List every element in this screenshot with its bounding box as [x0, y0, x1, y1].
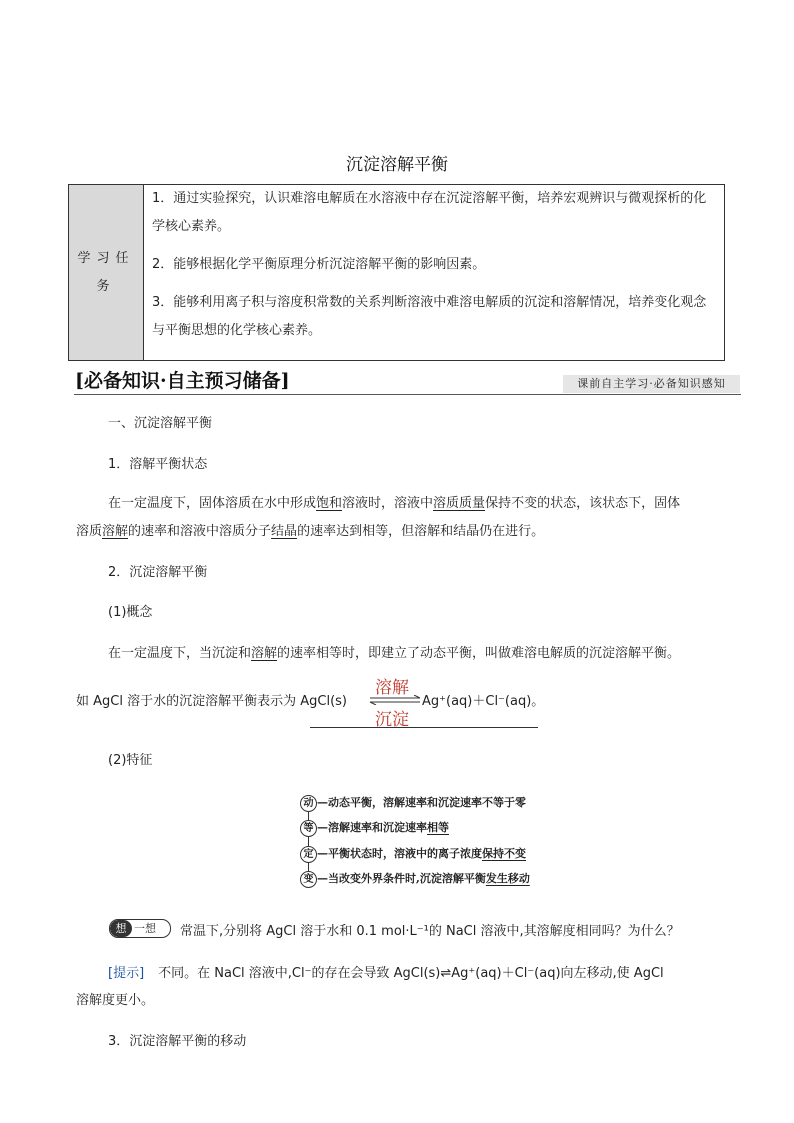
text: 的速率达到相等，但溶解和结晶仍在进行。 [297, 524, 545, 539]
think-badge [109, 919, 171, 938]
feature-text: —动态平衡，溶解速率和沉淀速率不等于零 [317, 796, 526, 809]
heading-dissolution-state: 1．溶解平衡状态 [108, 457, 208, 472]
section-tag: 课前自主学习·必备知识感知 [563, 375, 740, 393]
underlined-term: 结晶 [271, 524, 298, 539]
hint-text: 不同。在 NaCl 溶液中,Cl⁻的存在会导致 AgCl(s)⇌Ag⁺(aq)＋Cl⁻(aq)向左移动,使 AgCl [158, 966, 664, 981]
equation-suffix: Ag⁺(aq)＋Cl⁻(aq)。 [422, 694, 545, 709]
equation-prefix: 如 AgCl 溶于水的沉淀溶解平衡表示为 AgCl(s) [76, 694, 347, 709]
think-badge-main: 想 [110, 920, 132, 937]
task-label [69, 185, 144, 361]
feature-fixed [300, 844, 526, 864]
equation-bottom-label: 沉淀 [375, 710, 409, 730]
feature-text: —当改变外界条件时,沉淀溶解平衡 [317, 872, 486, 885]
text: 溶液时，溶液中 [342, 496, 434, 511]
feature-char: 定 [300, 846, 317, 863]
task-content [144, 185, 725, 361]
page-title: 沉淀溶解平衡 [346, 155, 448, 175]
heading-equilibrium-shift: 3．沉淀溶解平衡的移动 [108, 1034, 247, 1049]
section-divider [74, 394, 741, 395]
learning-task-table [68, 184, 725, 361]
feature-dynamic [300, 793, 526, 813]
heading-concept: (1)概念 [108, 605, 153, 620]
feature-equal [300, 818, 449, 838]
paragraph-1-line-2 [76, 520, 544, 539]
task-item-3: 3．能够利用离子积与溶度积常数的关系判断溶液中难溶电解质的沉淀和溶解情况，培养变化观念与平衡思想的化学核心素养。 [152, 295, 707, 338]
task-label-text: 学习任务 [77, 250, 135, 294]
section-banner: [必备知识·自主预习储备] [75, 370, 290, 392]
task-item-1: 1．通过实验探究，认识难溶电解质在水溶液中存在沉淀溶解平衡，培养宏观辨识与微观探析的化学核心素养。 [152, 191, 707, 234]
text: 保持不变的状态，该状态下，固体 [485, 496, 681, 511]
feature-underlined: 相等 [427, 821, 449, 834]
task-item-2: 2．能够根据化学平衡原理分析沉淀溶解平衡的影响因素。 [152, 257, 486, 272]
text: 在一定温度下，当沉淀和 [108, 646, 252, 661]
feature-char: 等 [300, 820, 317, 837]
feature-underlined: 保持不变 [482, 847, 526, 860]
think-question: 常温下,分别将 AgCl 溶于水和 0.1 mol·L⁻¹的 NaCl 溶液中,其溶解度相同吗？为什么？ [180, 924, 680, 939]
hint-line-1 [108, 962, 664, 981]
underlined-term: 溶质质量 [433, 496, 486, 511]
equation-line [76, 690, 347, 709]
text: 溶质 [76, 524, 103, 539]
paragraph-1-line-1 [108, 492, 680, 511]
underlined-term: 溶解 [102, 524, 129, 539]
equation-top-label: 溶解 [375, 678, 409, 698]
feature-change [300, 869, 530, 889]
equilibrium-arrow-icon [368, 695, 422, 705]
think-badge-sub: 一想 [134, 922, 156, 935]
underlined-term: 饱和 [316, 496, 343, 511]
feature-char: 动 [300, 795, 317, 812]
hint-line-2: 溶解度更小。 [76, 993, 155, 1008]
text: 在一定温度下，固体溶质在水中形成 [108, 496, 317, 511]
equation-underline [310, 727, 538, 728]
heading-sedimentation-equilibrium: 一、沉淀溶解平衡 [108, 416, 213, 431]
hint-label: [提示] [108, 966, 145, 981]
paragraph-2 [108, 642, 680, 661]
heading-features: (2)特征 [108, 753, 153, 768]
heading-sedimentation-dissolution: 2．沉淀溶解平衡 [108, 565, 208, 580]
text: 的速率相等时，即建立了动态平衡，叫做难溶电解质的沉淀溶解平衡。 [277, 646, 681, 661]
feature-text: —溶解速率和沉淀速率 [317, 821, 427, 834]
feature-char: 变 [300, 871, 317, 888]
feature-underlined: 发生移动 [485, 872, 530, 885]
underlined-term: 溶解 [251, 646, 278, 661]
text: 的速率和溶液中溶质分子 [128, 524, 272, 539]
feature-text: —平衡状态时，溶液中的离子浓度 [317, 847, 482, 860]
